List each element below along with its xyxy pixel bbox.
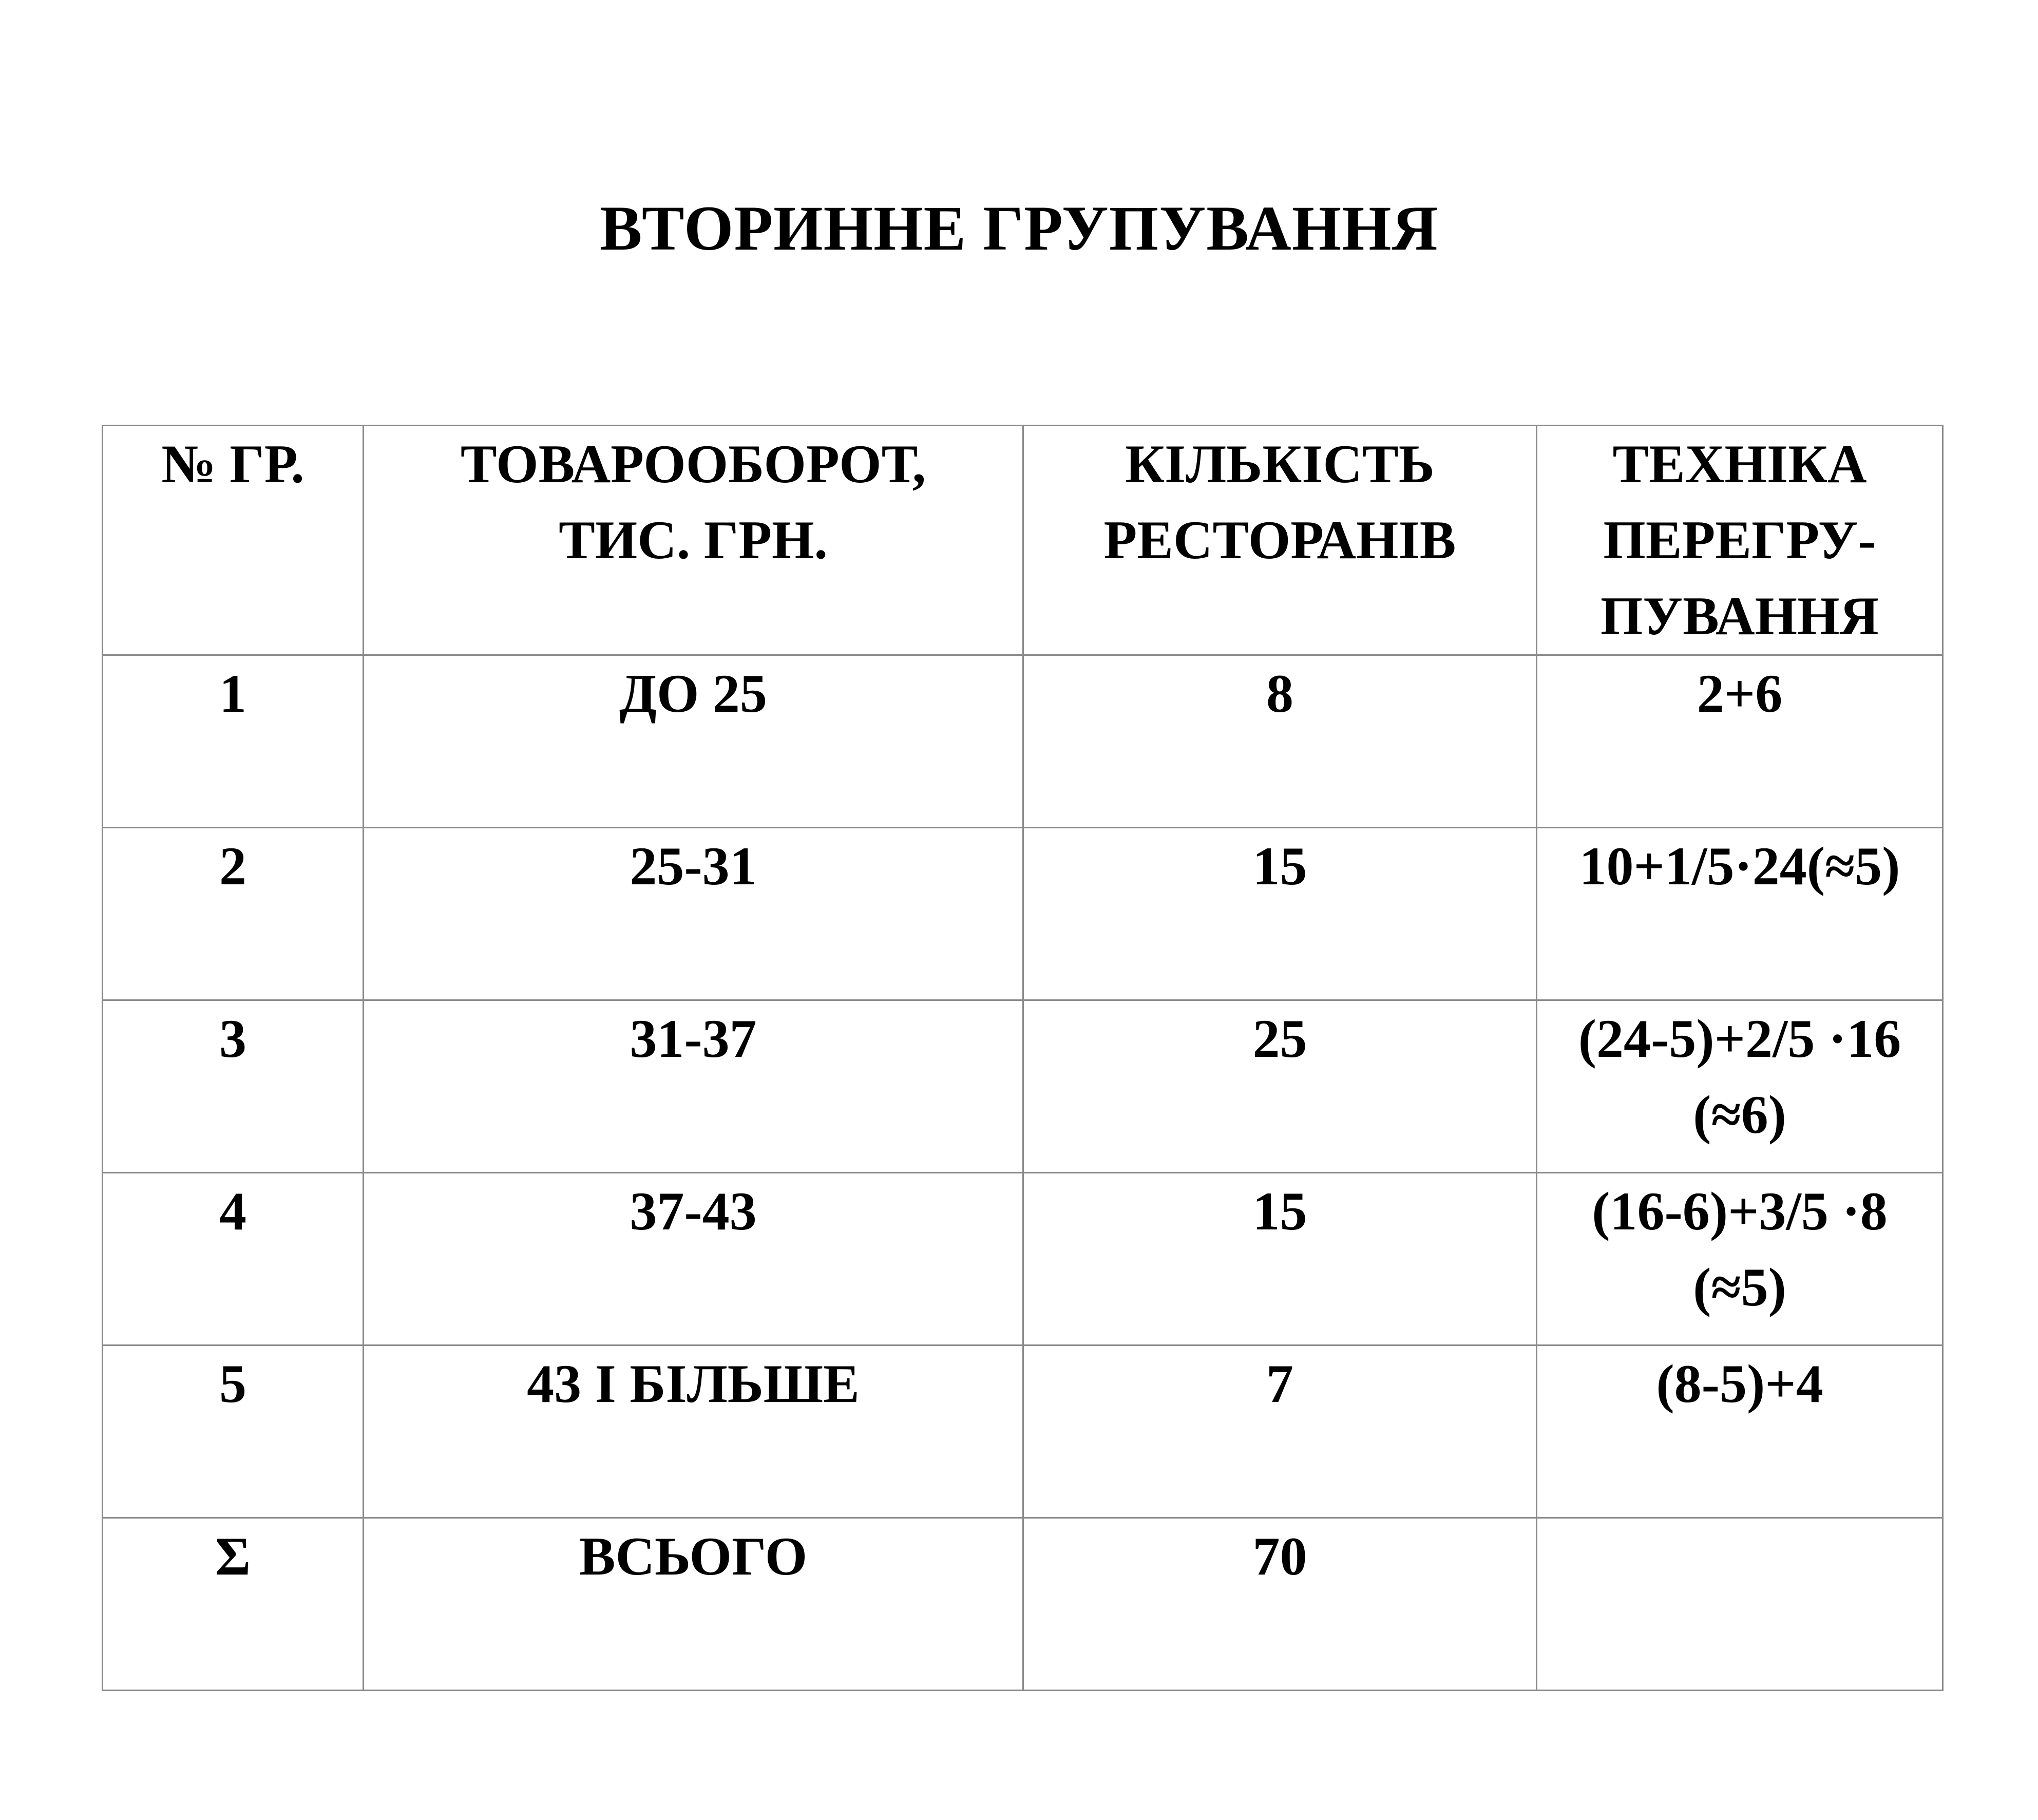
cell-total-label: ВСЬОГО xyxy=(364,1518,1023,1691)
cell-turnover: ДО 25 xyxy=(364,655,1023,828)
cell-group-number: 2 xyxy=(103,828,364,1000)
cell-restaurant-count: 8 xyxy=(1023,655,1537,828)
cell-restaurant-count: 15 xyxy=(1023,1173,1537,1345)
table-total-row xyxy=(103,1518,1943,1691)
cell-group-number: 3 xyxy=(103,1000,364,1173)
cell-total-count: 70 xyxy=(1023,1518,1537,1691)
cell-restaurant-count: 25 xyxy=(1023,1000,1537,1173)
table-row xyxy=(103,828,1943,1000)
cell-regrouping-technique: (8-5)+4 xyxy=(1537,1345,1943,1518)
cell-restaurant-count: 15 xyxy=(1023,828,1537,1000)
cell-sum-symbol: Σ xyxy=(103,1518,364,1691)
table-header-row xyxy=(103,426,1943,655)
cell-restaurant-count: 7 xyxy=(1023,1345,1537,1518)
table-row xyxy=(103,1173,1943,1345)
cell-regrouping-technique: (16-6)+3/5 ·8 (≈5) xyxy=(1537,1173,1943,1345)
cell-turnover: 43 І БІЛЬШЕ xyxy=(364,1345,1023,1518)
cell-group-number: 1 xyxy=(103,655,364,828)
table-row xyxy=(103,655,1943,828)
cell-group-number: 5 xyxy=(103,1345,364,1518)
cell-turnover: 25-31 xyxy=(364,828,1023,1000)
cell-regrouping-technique: 2+6 xyxy=(1537,655,1943,828)
cell-empty xyxy=(1537,1518,1943,1691)
cell-regrouping-technique: (24-5)+2/5 ·16 (≈6) xyxy=(1537,1000,1943,1173)
page-title: ВТОРИННЕ ГРУПУВАННЯ xyxy=(599,193,1439,263)
grouping-table xyxy=(102,425,1944,1691)
table-row xyxy=(103,1000,1943,1173)
cell-turnover: 31-37 xyxy=(364,1000,1023,1173)
header-restaurant-count: КІЛЬКІСТЬ РЕСТОРАНІВ xyxy=(1023,426,1537,655)
header-regrouping-technique: ТЕХНІКА ПЕРЕГРУ- ПУВАННЯ xyxy=(1537,426,1943,655)
cell-turnover: 37-43 xyxy=(364,1173,1023,1345)
table-row xyxy=(103,1345,1943,1518)
header-turnover: ТОВАРООБОРОТ, ТИС. ГРН. xyxy=(364,426,1023,655)
cell-regrouping-technique: 10+1/5·24(≈5) xyxy=(1537,828,1943,1000)
header-group-number: № ГР. xyxy=(103,426,364,655)
cell-group-number: 4 xyxy=(103,1173,364,1345)
